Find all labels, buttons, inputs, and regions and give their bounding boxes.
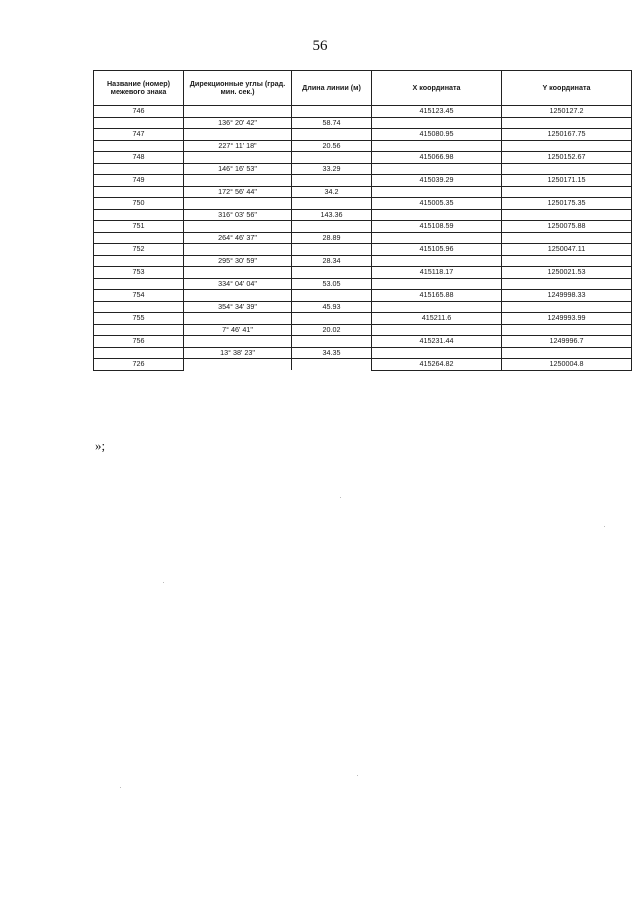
point-name-cell — [94, 278, 184, 290]
x-coordinate-cell — [372, 186, 502, 198]
y-coordinate-cell — [502, 347, 632, 359]
y-coordinate-cell — [502, 301, 632, 313]
table-row-point — [94, 267, 632, 279]
table-row-point — [94, 175, 632, 187]
x-coordinate-cell: 415108.59 — [372, 221, 502, 233]
table-row-point — [94, 106, 632, 118]
length-cell: 58.74 — [292, 117, 372, 129]
angle-cell: 172° 56' 44" — [184, 186, 292, 198]
table-row-point — [94, 221, 632, 233]
y-coordinate-cell: 1250167.75 — [502, 129, 632, 141]
angle-cell: 354° 34' 39" — [184, 301, 292, 313]
length-cell — [292, 336, 372, 348]
point-name-cell — [94, 117, 184, 129]
y-coordinate-cell: 1249998.33 — [502, 290, 632, 302]
length-cell: 53.05 — [292, 278, 372, 290]
header-length: Длина линии (м) — [292, 71, 372, 106]
point-name-cell: 747 — [94, 129, 184, 141]
x-coordinate-cell: 415123.45 — [372, 106, 502, 118]
table-row-segment — [94, 140, 632, 152]
y-coordinate-cell — [502, 186, 632, 198]
length-cell: 20.56 — [292, 140, 372, 152]
length-cell: 20.02 — [292, 324, 372, 336]
point-name-cell: 749 — [94, 175, 184, 187]
table-row-segment — [94, 209, 632, 221]
angle-cell — [184, 198, 292, 210]
x-coordinate-cell — [372, 255, 502, 267]
y-coordinate-cell — [502, 140, 632, 152]
y-coordinate-cell — [502, 163, 632, 175]
table-row-segment — [94, 232, 632, 244]
x-coordinate-cell — [372, 232, 502, 244]
angle-cell: 316° 03' 56" — [184, 209, 292, 221]
length-cell — [292, 198, 372, 210]
point-name-cell — [94, 232, 184, 244]
y-coordinate-cell: 1250021.53 — [502, 267, 632, 279]
length-cell — [292, 290, 372, 302]
x-coordinate-cell — [372, 117, 502, 129]
y-coordinate-cell: 1249993.99 — [502, 313, 632, 325]
point-name-cell — [94, 163, 184, 175]
y-coordinate-cell: 1250075.88 — [502, 221, 632, 233]
point-name-cell — [94, 324, 184, 336]
length-cell — [292, 221, 372, 233]
y-coordinate-cell — [502, 324, 632, 336]
angle-cell: 7° 46' 41" — [184, 324, 292, 336]
point-name-cell: 726 — [94, 359, 184, 371]
x-coordinate-cell — [372, 209, 502, 221]
x-coordinate-cell: 415066.98 — [372, 152, 502, 164]
x-coordinate-cell — [372, 278, 502, 290]
table-body — [94, 106, 632, 371]
length-cell: 143.36 — [292, 209, 372, 221]
table-row-point — [94, 359, 632, 371]
table-row-point — [94, 152, 632, 164]
length-cell — [292, 152, 372, 164]
angle-cell — [184, 290, 292, 302]
x-coordinate-cell: 415039.29 — [372, 175, 502, 187]
y-coordinate-cell: 1249996.7 — [502, 336, 632, 348]
scan-speck — [120, 787, 121, 788]
x-coordinate-cell: 415118.17 — [372, 267, 502, 279]
x-coordinate-cell: 415264.82 — [372, 359, 502, 371]
point-name-cell: 755 — [94, 313, 184, 325]
header-angle: Дирекционные углы (град. мин. сек.) — [184, 71, 292, 106]
x-coordinate-cell: 415211.6 — [372, 313, 502, 325]
x-coordinate-cell: 415231.44 — [372, 336, 502, 348]
angle-cell: 295° 30' 59" — [184, 255, 292, 267]
header-y: Y координата — [502, 71, 632, 106]
scan-speck — [357, 775, 358, 776]
y-coordinate-cell: 1250171.15 — [502, 175, 632, 187]
point-name-cell — [94, 186, 184, 198]
angle-cell — [184, 244, 292, 256]
scan-speck — [604, 526, 605, 527]
point-name-cell: 750 — [94, 198, 184, 210]
length-cell — [292, 175, 372, 187]
length-cell: 45.93 — [292, 301, 372, 313]
point-name-cell: 756 — [94, 336, 184, 348]
table-row-segment — [94, 117, 632, 129]
x-coordinate-cell: 415005.35 — [372, 198, 502, 210]
angle-cell — [184, 313, 292, 325]
length-cell — [292, 359, 372, 371]
length-cell: 33.29 — [292, 163, 372, 175]
table-row-segment — [94, 278, 632, 290]
x-coordinate-cell — [372, 163, 502, 175]
y-coordinate-cell: 1250152.67 — [502, 152, 632, 164]
point-name-cell: 752 — [94, 244, 184, 256]
length-cell — [292, 129, 372, 141]
point-name-cell: 751 — [94, 221, 184, 233]
angle-cell: 334° 04' 04" — [184, 278, 292, 290]
length-cell: 34.35 — [292, 347, 372, 359]
angle-cell: 146° 16' 53" — [184, 163, 292, 175]
table-row-segment — [94, 255, 632, 267]
point-name-cell — [94, 255, 184, 267]
length-cell — [292, 313, 372, 325]
angle-cell — [184, 221, 292, 233]
table-row-segment — [94, 347, 632, 359]
scan-speck — [163, 582, 164, 583]
y-coordinate-cell — [502, 278, 632, 290]
boundary-coordinates-table — [93, 70, 632, 371]
x-coordinate-cell — [372, 301, 502, 313]
angle-cell — [184, 106, 292, 118]
table-row-segment — [94, 163, 632, 175]
y-coordinate-cell — [502, 117, 632, 129]
y-coordinate-cell — [502, 232, 632, 244]
y-coordinate-cell: 1250047.11 — [502, 244, 632, 256]
table-row-point — [94, 290, 632, 302]
length-cell — [292, 267, 372, 279]
y-coordinate-cell: 1250127.2 — [502, 106, 632, 118]
point-name-cell: 746 — [94, 106, 184, 118]
x-coordinate-cell: 415165.88 — [372, 290, 502, 302]
angle-cell: 13° 38' 23" — [184, 347, 292, 359]
point-name-cell — [94, 347, 184, 359]
length-cell — [292, 244, 372, 256]
point-name-cell: 754 — [94, 290, 184, 302]
angle-cell — [184, 129, 292, 141]
y-coordinate-cell: 1250004.8 — [502, 359, 632, 371]
table-row-segment — [94, 301, 632, 313]
point-name-cell: 753 — [94, 267, 184, 279]
x-coordinate-cell — [372, 347, 502, 359]
y-coordinate-cell — [502, 209, 632, 221]
x-coordinate-cell — [372, 140, 502, 152]
length-cell: 28.34 — [292, 255, 372, 267]
table-row-segment — [94, 186, 632, 198]
angle-cell — [184, 152, 292, 164]
page-number: 56 — [312, 38, 328, 54]
scan-speck — [340, 497, 341, 498]
length-cell: 34.2 — [292, 186, 372, 198]
angle-cell — [184, 336, 292, 348]
x-coordinate-cell — [372, 324, 502, 336]
closing-quote: »; — [95, 438, 106, 453]
length-cell — [292, 106, 372, 118]
header-name: Название (номер) межевого знака — [94, 71, 184, 106]
x-coordinate-cell: 415105.96 — [372, 244, 502, 256]
angle-cell — [184, 175, 292, 187]
table-row-point — [94, 198, 632, 210]
table-header-row — [94, 71, 632, 106]
angle-cell: 264° 46' 37" — [184, 232, 292, 244]
table-row-point — [94, 129, 632, 141]
angle-cell: 227° 11' 18" — [184, 140, 292, 152]
point-name-cell: 748 — [94, 152, 184, 164]
point-name-cell — [94, 301, 184, 313]
y-coordinate-cell — [502, 255, 632, 267]
x-coordinate-cell: 415080.95 — [372, 129, 502, 141]
table-row-segment — [94, 324, 632, 336]
point-name-cell — [94, 209, 184, 221]
header-x: X координата — [372, 71, 502, 106]
y-coordinate-cell: 1250175.35 — [502, 198, 632, 210]
point-name-cell — [94, 140, 184, 152]
table-row-point — [94, 336, 632, 348]
table-row-point — [94, 313, 632, 325]
length-cell: 28.89 — [292, 232, 372, 244]
angle-cell — [184, 267, 292, 279]
angle-cell — [184, 359, 292, 371]
table-row-point — [94, 244, 632, 256]
angle-cell: 136° 20' 42" — [184, 117, 292, 129]
